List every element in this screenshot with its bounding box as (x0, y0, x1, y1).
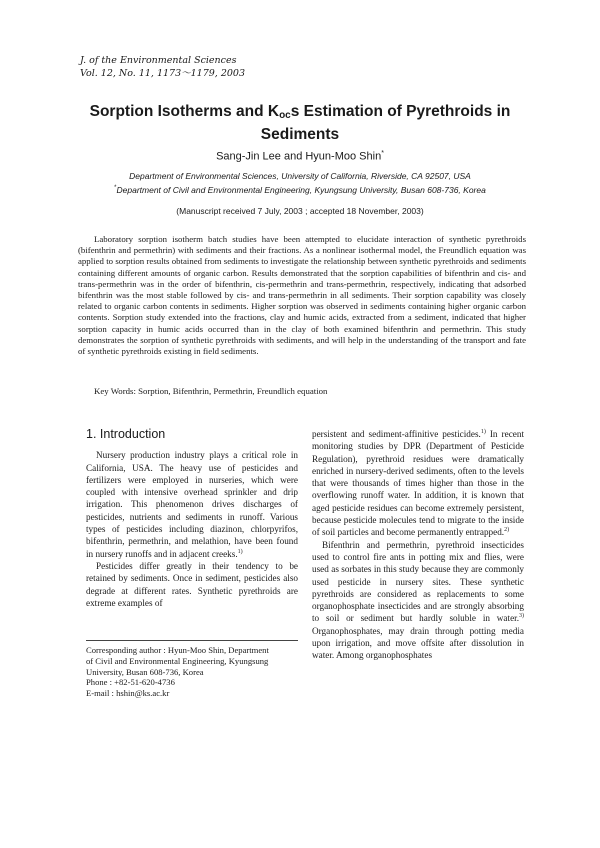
title-part-2: s Estimation of Pyrethroids in Sediments (260, 103, 511, 143)
affiliation-2-line (60, 182, 540, 196)
reference-marker: 1) (237, 548, 243, 555)
reference-marker: 2) (504, 527, 510, 534)
author-names: Sang-Jin Lee and Hyun-Moo Shin (216, 150, 382, 163)
intro-paragraph-3: persistent and sediment-affinitive pesticides.$^{1)}$ In recent monitoring studies by DPR (Department of Pesticide Regulation), pyrethroid residues were dramatically enriched in nursery-derived sediments, often to the levels that were thousands of times higher than those in the overflowing runoff water. In addition, it is known that aged pesticide residues can become extremely persistent, because pesticide molecules tend to migrate to the inside of soil particles and become permanently entrapped.$^{2)}$ (312, 428, 524, 538)
section-heading-introduction: 1. Introduction (86, 427, 166, 441)
title-part-1: Sorption Isotherms and K (89, 103, 280, 120)
authors (60, 150, 540, 163)
author-marker: * (381, 150, 384, 157)
journal-name: J. of the Environmental Sciences (80, 55, 237, 66)
keywords: Key Words: Sorption, Bifenthrin, Permethrin, Freundlich equation (94, 386, 328, 396)
intro-paragraph-4: Bifenthrin and permethrin, pyrethroid insecticides used to control fire ants in potting mix and flies, were used as sorbates in this study because they are commonly used pesticide in nursery sites. These synthetic pyrethroids are considered as replacements to some organophosphate insecticides and are strongly absorbing to soil or sediment but hardly soluble in water.$^{3)}$ Organophosphates, may drain through potting media upon irrigation, and move offsite after dissolution in water. Among organophosphates (312, 539, 524, 661)
intro-paragraph-2: Pesticides differ greatly in their tendency to be retained by sediments. Once in sediment, pesticides also degrade at different rates. Synthetic pyrethroids are extreme examples of (86, 560, 298, 608)
left-column (86, 428, 298, 609)
journal-volume: Vol. 12, No. 11, 1173～1179, 2003 (80, 68, 246, 79)
affiliation-2: Department of Civil and Environmental Engineering, Kyungsung University, Busan 608-736, Korea (116, 184, 486, 195)
affiliation-marker: * (114, 185, 117, 191)
affiliations (60, 170, 540, 196)
right-column (312, 428, 524, 662)
footnote-line: Corresponding author : Hyun-Moo Shin, Department (86, 645, 269, 655)
corresponding-author-footnote (86, 640, 298, 699)
reference-marker: 1) (480, 428, 486, 435)
title-subscript: oc (279, 110, 291, 121)
footnote-email: E-mail : hshin@ks.ac.kr (86, 688, 170, 699)
affiliation-1: Department of Environmental Sciences, University of California, Riverside, CA 92507, USA (129, 171, 471, 181)
abstract: Laboratory sorption isotherm batch studies have been attempted to elucidate interaction of synthetic pyrethroids (bifenthrin and permethrin) with sediments and their fractions. As a nonlinear isothermal model, the Freundlich equation was applied to sorption results obtained from sediments to investigate the relationship between synthetic pyrethroids and sediments containing different amounts of organic carbon. Results demonstrated that the sorption capabilities of bifenthrin and cis- and trans-permethrin was in the order of bifenthrin, cis-permethrin and trans-permethrin, respectively, indicating that adsorbed bifenthrin was the most stable followed by cis- and trans-permethrin in all sediments. Their sorption capability was closely related to organic carbon contents in sediments. Higher sorption was observed in sediments containing higher organic carbon contents. Sorption study extended into the fractions, clay and humic acids, extracted from a sediment, indicated that higher sorption capacity in humic acids occurred than in the clay of both examined bifenthrin and permethrin. This study demonstrates the sorption of synthetic pyrethroids with sediments, and will help in the understanding of the transport and fate of synthetic pyrethroids existing in field sediments. (78, 234, 526, 357)
reference-marker: 3) (519, 613, 524, 620)
footnote-phone: Phone : +82-51-620-4736 (86, 677, 175, 688)
footnote-line: University, Busan 608-736, Korea (86, 666, 204, 677)
footnote-line: of Civil and Environmental Engineering, Kyungsung (86, 655, 269, 666)
paper-title (60, 102, 540, 144)
intro-paragraph-1: Nursery production industry plays a critical role in California, USA. The heavy use of pesticides and fertilizers were employed in nurseries, which were coupled with intensive overhead sprinkler and drip irrigation. This phenomenon drives discharges of pesticides, nutrients and sediments in runoff. Various types of pesticides including diazinon, chlorpyrifos, bifenthrin, permethrin, and melathion, have been found in nursery runoffs and in adjacent creeks.$^{1)}$ (86, 450, 298, 559)
manuscript-dates: (Manuscript received 7 July, 2003 ; accepted 18 November, 2003) (176, 206, 424, 216)
journal-header (80, 54, 245, 80)
